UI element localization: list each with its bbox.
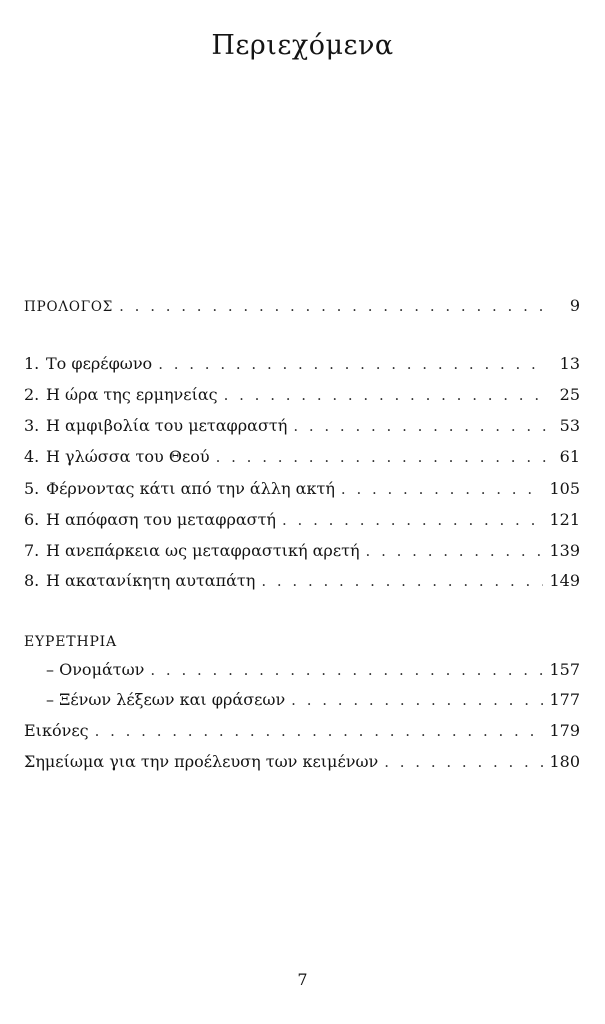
toc-entry-label: ΠΡΟΛΟΓΟΣ [24, 299, 114, 315]
chapter-number: 8. [24, 571, 40, 590]
toc-entry-prologue[interactable] [24, 295, 580, 317]
toc-entry-label: – Ονομάτων [46, 660, 145, 679]
toc-entry-label: Η απόφαση του μεταφραστή [46, 510, 277, 529]
toc-entry-label: Η γλώσσα του Θεού [46, 447, 210, 466]
dot-leader [119, 295, 548, 317]
toc-entry-label: Η ανεπάρκεια ως μεταφραστική αρετή [46, 541, 360, 560]
chapter-number: 1. [24, 354, 40, 373]
toc-entry-chapter-3[interactable] [24, 415, 580, 437]
dot-leader [261, 570, 543, 592]
toc-entry-page: 9 [569, 296, 580, 315]
toc-entry-index-names[interactable] [46, 659, 580, 681]
dot-leader [95, 720, 544, 742]
toc-entry-page: 61 [559, 447, 580, 466]
chapter-number: 5. [24, 479, 40, 498]
chapter-number: 3. [24, 416, 40, 435]
toc-entry-label: Η αμφιβολία του μεταφραστή [46, 416, 288, 435]
toc-entry-page: 121 [549, 510, 580, 529]
section-heading-indexes: ΕΥΡΕΤΗΡΙΑ [24, 634, 117, 650]
toc-entry-page: 180 [549, 752, 580, 771]
page-title: Περιεχόμενα [211, 30, 394, 61]
toc-entry-chapter-8[interactable] [24, 570, 580, 592]
toc-entry-page: 105 [549, 479, 580, 498]
dot-leader [341, 478, 544, 500]
toc-entry-page: 149 [549, 571, 580, 590]
toc-entry-chapter-4[interactable] [24, 446, 580, 468]
dot-leader [216, 446, 548, 468]
toc-entry-page: 25 [559, 385, 580, 404]
chapter-number: 7. [24, 541, 40, 560]
dot-leader [158, 353, 548, 375]
dot-leader [282, 509, 543, 531]
dot-leader [293, 415, 548, 437]
toc-entry-chapter-2[interactable] [24, 384, 580, 406]
toc-entry-label: Εικόνες [24, 721, 89, 740]
dot-leader [291, 689, 543, 711]
toc-entry-chapter-5[interactable] [24, 478, 580, 500]
toc-entry-label: Το φερέφωνο [46, 354, 153, 373]
toc-entry-label: Η ακατανίκητη αυταπάτη [46, 571, 256, 590]
toc-entry-page: 13 [559, 354, 580, 373]
dot-leader [366, 540, 544, 562]
toc-entry-index-foreign-words[interactable] [46, 689, 580, 711]
toc-entry-chapter-1[interactable] [24, 353, 580, 375]
page-number: 7 [297, 970, 308, 989]
toc-entry-source-note[interactable] [24, 751, 580, 773]
toc-entry-label: Φέρνοντας κάτι από την άλλη ακτή [46, 479, 335, 498]
dot-leader [384, 751, 543, 773]
toc-entry-page: 157 [549, 660, 580, 679]
toc-entry-page: 53 [559, 416, 580, 435]
dot-leader [224, 384, 548, 406]
toc-entry-chapter-7[interactable] [24, 540, 580, 562]
toc-entry-label: Σημείωμα για την προέλευση των κειμένων [24, 752, 379, 771]
toc-entry-label: Η ώρα της ερμηνείας [46, 385, 218, 404]
dot-leader [150, 659, 543, 681]
toc-entry-page: 179 [549, 721, 580, 740]
chapter-number: 6. [24, 510, 40, 529]
chapter-number: 2. [24, 385, 40, 404]
toc-entry-page: 177 [549, 690, 580, 709]
chapter-number: 4. [24, 447, 40, 466]
toc-entry-label: – Ξένων λέξεων και φράσεων [46, 690, 286, 709]
toc-entry-chapter-6[interactable] [24, 509, 580, 531]
toc-entry-page: 139 [549, 541, 580, 560]
toc-entry-images[interactable] [24, 720, 580, 742]
